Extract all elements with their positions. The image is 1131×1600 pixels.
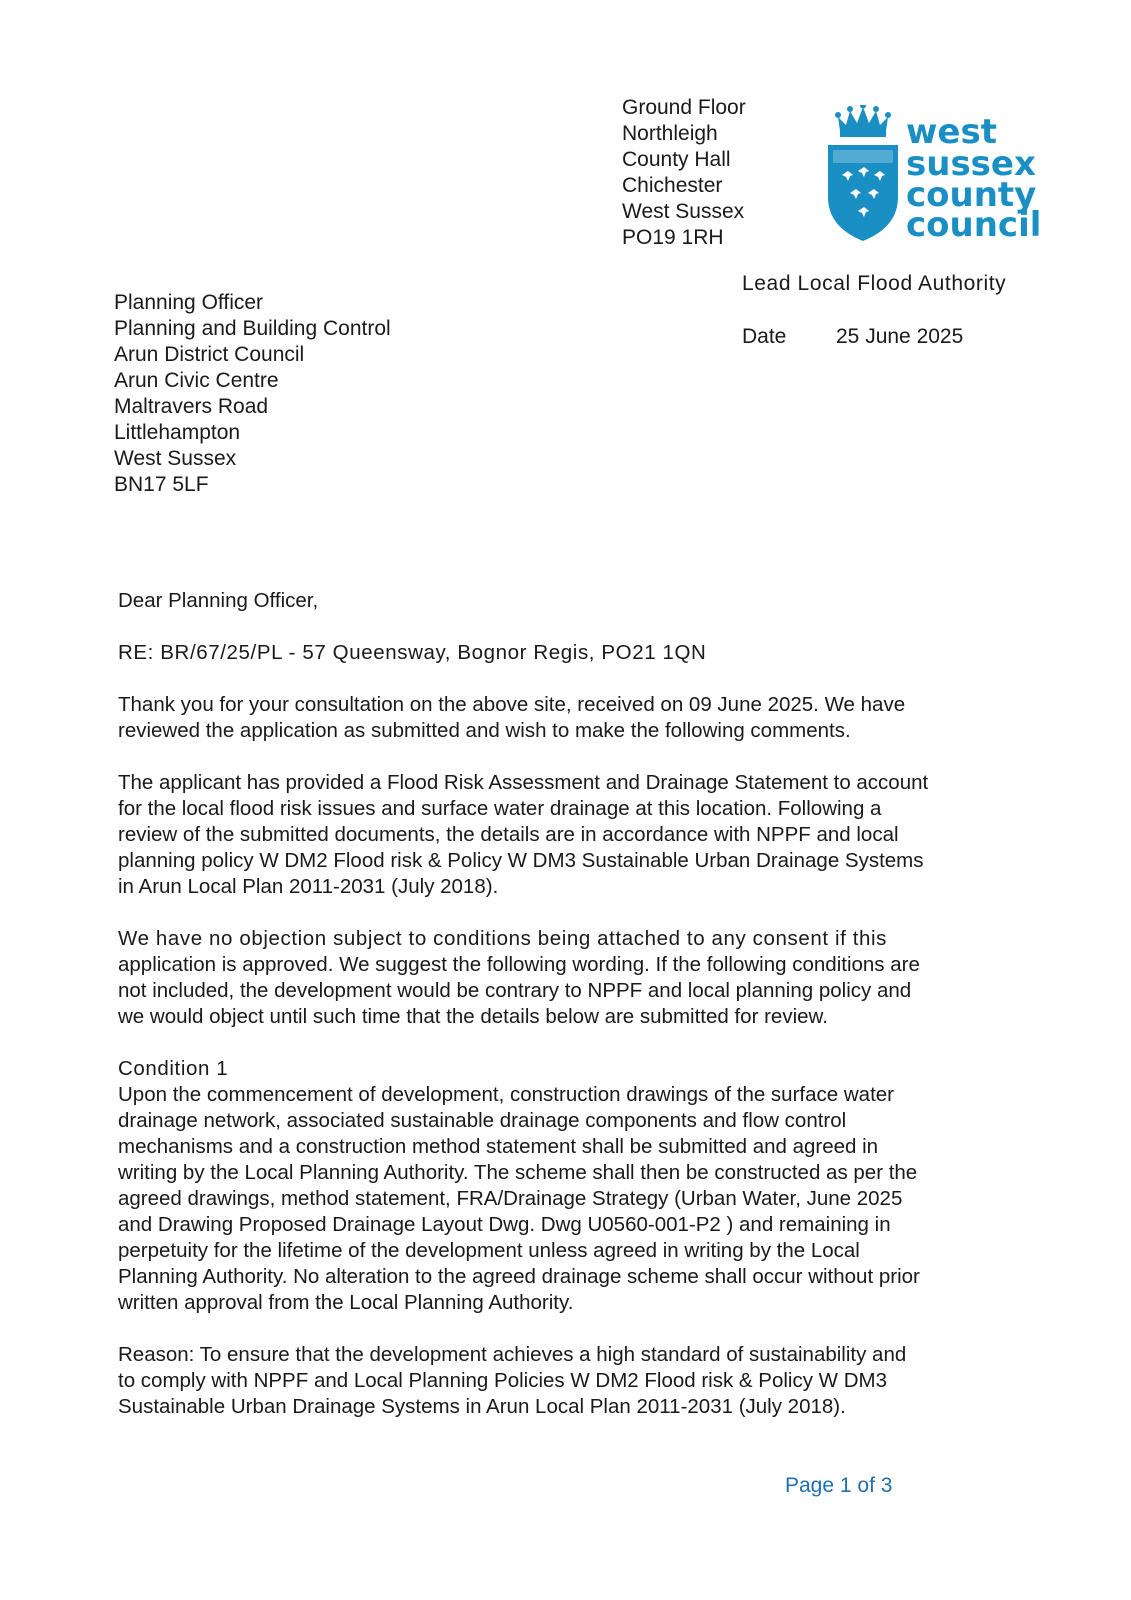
sender-address-line: County Hall: [622, 148, 731, 171]
recipient-address: [114, 290, 391, 498]
recipient-address-line: West Sussex: [114, 447, 237, 470]
recipient-address-line: Maltravers Road: [114, 395, 269, 418]
salutation: Dear Planning Officer,: [118, 589, 319, 612]
sender-address-line: Chichester: [622, 174, 723, 197]
west-sussex-county-council-logo: [828, 105, 1043, 245]
condition-text: Upon the commencement of development, construction drawings of the surface water drainage network, associated sustainable drainage components and flow control mechanisms and a construction method statement shall be submitted and agreed in writing by the Local Planning Authority. The scheme shall then be constructed as per the agreed drawings, method statement, FRA/Drainage Strategy (Urban Water, June 2025 and Drawing Proposed Drainage Layout Dwg. Dwg U0560-001-P2 ) and remaining in perpetuity for the lifetime of the development unless agreed in writing by the Local Planning Authority. No alteration to the agreed drainage scheme shall occur without prior written approval from the Local Planning Authority.: [118, 1083, 920, 1314]
recipient-address-line: Littlehampton: [114, 421, 241, 444]
logo-word: west: [906, 112, 997, 152]
sender-address-line: Northleigh: [622, 122, 718, 145]
paragraph-consultation: Thank you for your consultation on the above site, received on 09 June 2025. We have reviewed the application as submitted and wish to make the following comments.: [118, 693, 906, 742]
sender-address-line: Ground Floor: [622, 96, 746, 119]
sender-address-line: PO19 1RH: [622, 226, 724, 249]
subject-line: RE: BR/67/25/PL - 57 Queensway, Bognor Regis, PO21 1QN: [118, 641, 707, 664]
date-value: 25 June 2025: [836, 325, 964, 348]
recipient-address-line: Arun Civic Centre: [114, 369, 279, 392]
page-number: Page 1 of 3: [785, 1474, 893, 1497]
letter-date: [742, 325, 963, 349]
date-label: Date: [742, 325, 787, 348]
recipient-address-line: BN17 5LF: [114, 473, 209, 496]
recipient-address-line: Planning Officer: [114, 291, 264, 314]
letter-body: [118, 588, 1038, 1446]
crest-icon: [828, 105, 1043, 245]
reason-paragraph: Reason: To ensure that the development achieves a high standard of sustainability and to comply with NPPF and Local Planning Policies W DM2 Flood risk & Policy W DM3 Sustainable Urban Drainage Systems in Arun Local Plan 2011-2031 (July 2018).: [118, 1343, 907, 1418]
recipient-address-line: Arun District Council: [114, 343, 305, 366]
condition-block: [118, 1056, 1038, 1316]
objection-rest: application is approved. We suggest the following wording. If the following conditions are not included, the development would be contrary to NPPF and local planning policy and we would object until such time that the details below are submitted for review.: [118, 953, 920, 1028]
objection-lead: We have no objection subject to conditions being attached to any consent if this: [118, 927, 888, 950]
logo-word: county: [906, 175, 1037, 215]
paragraph-objection: [118, 926, 1038, 1030]
logo-word: sussex: [906, 144, 1036, 184]
paragraph-assessment: The applicant has provided a Flood Risk Assessment and Drainage Statement to account for the local flood risk issues and surface water drainage at this location. Following a review of the submitted documents, the details are in accordance with NPPF and local planning policy W DM2 Flood risk & Policy W DM3 Sustainable Urban Drainage Systems in Arun Local Plan 2011-2031 (July 2018).: [118, 771, 929, 898]
sender-address: [622, 95, 746, 251]
condition-heading: Condition 1: [118, 1057, 229, 1080]
authority-name: Lead Local Flood Authority: [742, 272, 1007, 295]
logo-word: council: [906, 205, 1042, 245]
sender-address-line: West Sussex: [622, 200, 745, 223]
recipient-address-line: Planning and Building Control: [114, 317, 391, 340]
